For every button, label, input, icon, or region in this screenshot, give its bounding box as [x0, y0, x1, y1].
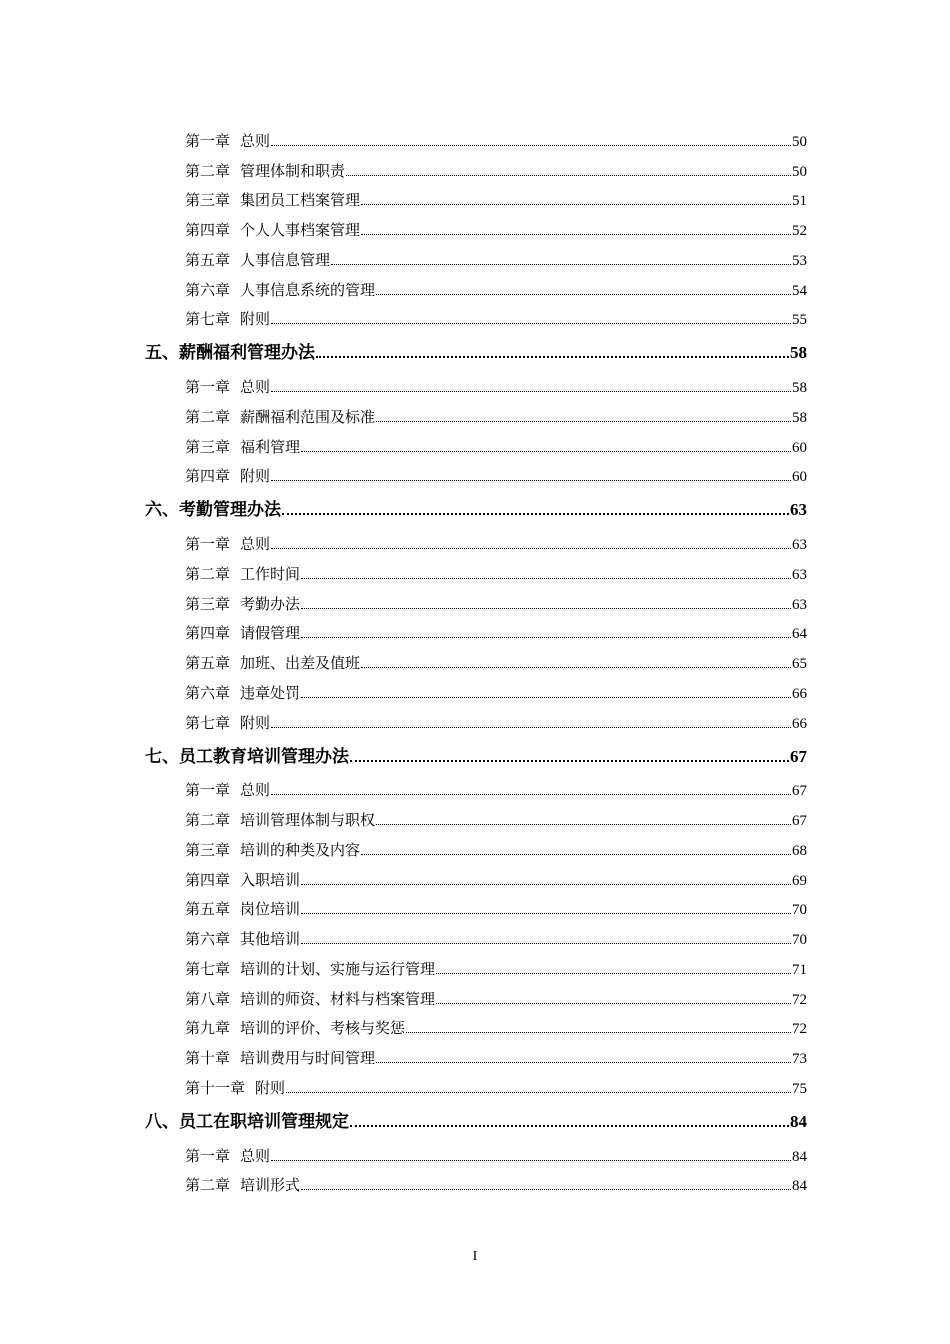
toc-chapter-title: 附则	[240, 467, 271, 486]
toc-chapter-title: 培训管理体制与职权	[240, 811, 376, 829]
toc-leader-dots	[376, 293, 791, 295]
toc-section-entry[interactable]	[145, 329, 807, 367]
toc-chapter-number: 第三章	[185, 840, 231, 859]
toc-entry-title: 五、薪酬福利管理办法	[145, 343, 315, 364]
toc-chapter-title: 岗位培训	[240, 900, 301, 919]
toc-chapter-number: 第五章	[185, 250, 231, 269]
toc-page-number: 68	[792, 842, 807, 859]
toc-entry-title	[185, 988, 435, 1009]
toc-chapter-entry[interactable]	[145, 240, 807, 270]
toc-chapter-entry[interactable]	[145, 643, 807, 673]
toc-leader-dots	[436, 1002, 791, 1004]
toc-leader-dots	[301, 942, 791, 944]
toc-chapter-entry[interactable]	[145, 151, 807, 181]
toc-chapter-entry[interactable]	[145, 614, 807, 644]
toc-chapter-entry[interactable]	[145, 1068, 807, 1098]
toc-chapter-title: 培训的师资、材料与档案管理	[240, 989, 436, 1008]
toc-page-number: 63	[792, 596, 807, 613]
toc-chapter-title: 培训的计划、实施与运行管理	[240, 959, 436, 978]
toc-chapter-title: 入职培训	[240, 870, 301, 889]
toc-leader-dots	[361, 666, 791, 668]
toc-leader-dots	[361, 853, 791, 855]
toc-page-number: 65	[792, 656, 807, 672]
toc-chapter-entry[interactable]	[145, 367, 807, 397]
toc-entry-title	[185, 563, 300, 584]
toc-chapter-number: 第三章	[185, 191, 231, 210]
toc-section-entry[interactable]	[145, 1098, 807, 1136]
toc-chapter-title: 人事信息系统的管理	[240, 280, 376, 299]
toc-chapter-number: 第六章	[185, 280, 231, 299]
toc-chapter-number: 第三章	[185, 594, 231, 613]
toc-leader-dots	[301, 577, 791, 579]
toc-page-number: 54	[792, 282, 807, 299]
toc-page-number: 67	[792, 783, 807, 800]
toc-leader-dots	[271, 793, 791, 795]
toc-entry-title	[185, 436, 300, 457]
toc-chapter-title: 福利管理	[240, 437, 301, 456]
toc-page-number: 84	[792, 1148, 807, 1165]
toc-page-number: 55	[792, 312, 807, 329]
toc-page-number: 66	[792, 715, 807, 732]
toc-chapter-title: 违章处罚	[240, 683, 301, 702]
toc-entry-title	[185, 160, 345, 181]
toc-entry-title	[185, 898, 300, 919]
toc-page-number: 53	[792, 252, 807, 269]
toc-page-number: 58	[792, 380, 807, 396]
toc-leader-dots	[346, 174, 791, 176]
toc-chapter-entry[interactable]	[145, 949, 807, 979]
toc-chapter-entry[interactable]	[145, 919, 807, 949]
toc-chapter-title: 总则	[240, 535, 271, 553]
toc-chapter-number: 第一章	[185, 131, 231, 150]
toc-chapter-entry[interactable]	[145, 584, 807, 614]
toc-entry-title	[185, 839, 360, 860]
toc-page-number: 52	[792, 223, 807, 239]
toc-page-number: 72	[792, 991, 807, 1008]
toc-page-number: 63	[792, 566, 807, 583]
toc-chapter-entry[interactable]	[145, 270, 807, 300]
toc-page-number: 64	[792, 626, 807, 643]
toc-entry-title	[185, 1077, 285, 1098]
toc-chapter-entry[interactable]	[145, 1166, 807, 1196]
toc-chapter-entry[interactable]	[145, 524, 807, 554]
toc-chapter-title: 工作时间	[240, 564, 301, 583]
toc-chapter-number: 第五章	[185, 654, 231, 672]
toc-chapter-title: 薪酬福利范围及标准	[240, 407, 376, 426]
toc-leader-dots	[301, 912, 791, 914]
toc-chapter-title: 考勤办法	[240, 594, 301, 613]
toc-entry-title	[185, 189, 360, 210]
toc-leader-dots	[286, 1091, 791, 1093]
toc-leader-dots	[376, 823, 791, 825]
toc-chapter-entry[interactable]	[145, 457, 807, 487]
toc-entry-title	[185, 958, 435, 979]
toc-entry-title	[185, 1174, 300, 1195]
toc-entry-title	[185, 1047, 375, 1068]
toc-chapter-number: 第二章	[185, 161, 231, 180]
toc-chapter-entry[interactable]	[145, 1136, 807, 1166]
toc-page-number: 51	[792, 193, 807, 210]
toc-page-number: 84	[790, 1111, 807, 1131]
toc-leader-dots	[350, 759, 789, 762]
toc-entry-title	[185, 869, 300, 890]
toc-chapter-entry[interactable]	[145, 300, 807, 330]
toc-leader-dots	[406, 1031, 791, 1033]
toc-chapter-number: 第四章	[185, 870, 231, 889]
toc-chapter-number: 第七章	[185, 959, 231, 978]
toc-chapter-title: 总则	[240, 378, 271, 396]
toc-entry-title	[185, 533, 270, 554]
toc-chapter-number: 第十一章	[185, 1078, 246, 1097]
toc-chapter-entry[interactable]	[145, 181, 807, 211]
toc-chapter-title: 总则	[240, 1146, 271, 1165]
toc-chapter-entry[interactable]	[145, 554, 807, 584]
toc-entry-title	[185, 308, 270, 329]
toc-page-number: 58	[792, 409, 807, 426]
toc-leader-dots	[301, 607, 791, 609]
toc-chapter-entry[interactable]	[145, 860, 807, 890]
toc-entry-title	[185, 465, 270, 486]
toc-chapter-entry[interactable]	[145, 1009, 807, 1039]
toc-entry-title	[185, 130, 270, 151]
toc-leader-dots	[301, 883, 791, 885]
toc-entry-title	[185, 928, 300, 949]
toc-leader-dots	[361, 203, 791, 205]
toc-chapter-number: 第九章	[185, 1019, 231, 1038]
toc-entry-title	[185, 809, 375, 830]
toc-chapter-title: 加班、出差及值班	[240, 654, 361, 672]
toc-leader-dots	[376, 420, 791, 422]
toc-leader-dots	[301, 450, 791, 452]
toc-chapter-title: 附则	[240, 713, 271, 732]
toc-page-number: 60	[792, 439, 807, 456]
toc-page-number: 50	[792, 133, 807, 150]
toc-page-number: 60	[792, 469, 807, 486]
toc-chapter-entry[interactable]	[145, 427, 807, 457]
toc-chapter-number: 第七章	[185, 713, 231, 732]
toc-entry-title	[185, 682, 300, 703]
toc-entry-title	[185, 406, 375, 427]
toc-page-number: 71	[792, 961, 807, 978]
toc-entry-title	[185, 712, 270, 733]
table-of-contents	[145, 121, 807, 1195]
toc-chapter-title: 请假管理	[240, 624, 301, 643]
toc-entry-title	[185, 652, 360, 673]
toc-page-number: 72	[792, 1021, 807, 1038]
toc-chapter-title: 管理体制和职责	[240, 161, 346, 180]
toc-page-number: 70	[792, 932, 807, 948]
toc-entry-title	[185, 1145, 270, 1166]
toc-leader-dots	[361, 233, 791, 235]
toc-chapter-number: 第六章	[185, 683, 231, 702]
toc-leader-dots	[271, 726, 791, 728]
toc-chapter-title: 附则	[255, 1078, 286, 1097]
toc-leader-dots	[301, 636, 791, 638]
toc-leader-dots	[436, 972, 791, 974]
toc-chapter-number: 第三章	[185, 437, 231, 456]
toc-leader-dots	[271, 1159, 791, 1161]
toc-chapter-number: 第二章	[185, 811, 231, 829]
toc-chapter-entry[interactable]	[145, 703, 807, 733]
toc-leader-dots	[271, 390, 791, 392]
toc-chapter-entry[interactable]	[145, 890, 807, 920]
toc-entry-title	[185, 279, 375, 300]
toc-chapter-title: 附则	[240, 310, 271, 329]
toc-chapter-number: 第一章	[185, 1146, 231, 1165]
toc-entry-title	[185, 593, 300, 614]
toc-entry-title: 六、考勤管理办法	[145, 500, 281, 521]
toc-page-number: 67	[792, 813, 807, 829]
toc-chapter-entry[interactable]	[145, 1038, 807, 1068]
toc-leader-dots	[316, 355, 789, 358]
toc-chapter-number: 第四章	[185, 624, 231, 643]
toc-chapter-title: 其他培训	[240, 930, 301, 948]
toc-chapter-number: 第六章	[185, 930, 231, 948]
toc-leader-dots	[271, 547, 791, 549]
toc-chapter-title: 总则	[240, 781, 271, 800]
toc-chapter-number: 第二章	[185, 564, 231, 583]
toc-chapter-entry[interactable]	[145, 800, 807, 830]
toc-chapter-title: 总则	[240, 131, 271, 150]
toc-entry-title	[185, 1017, 405, 1038]
toc-leader-dots	[301, 696, 791, 698]
toc-page-number: 63	[792, 537, 807, 553]
toc-entry-title	[185, 219, 360, 240]
toc-chapter-number: 第五章	[185, 900, 231, 919]
toc-page-number: 67	[790, 746, 807, 766]
toc-page-number: 58	[790, 343, 807, 363]
toc-page-number: 70	[792, 902, 807, 919]
toc-chapter-title: 人事信息管理	[240, 250, 331, 269]
toc-leader-dots	[350, 1124, 789, 1127]
page-footer-number: I	[472, 1249, 478, 1264]
toc-leader-dots	[282, 512, 789, 515]
toc-chapter-number: 第四章	[185, 467, 231, 486]
toc-chapter-number: 第二章	[185, 1176, 231, 1195]
toc-chapter-number: 第十章	[185, 1049, 231, 1067]
toc-chapter-title: 培训形式	[240, 1176, 301, 1195]
toc-page-number: 73	[792, 1051, 807, 1067]
toc-chapter-entry[interactable]	[145, 979, 807, 1009]
toc-entry-title: 七、员工教育培训管理办法	[145, 746, 349, 767]
toc-section-entry[interactable]	[145, 486, 807, 524]
toc-chapter-title: 个人人事档案管理	[240, 221, 361, 239]
toc-chapter-number: 第一章	[185, 535, 231, 553]
toc-chapter-entry[interactable]	[145, 830, 807, 860]
toc-chapter-number: 第二章	[185, 407, 231, 426]
toc-page-number: 69	[792, 872, 807, 889]
toc-entry-title	[185, 622, 300, 643]
toc-page-number: 50	[792, 163, 807, 180]
toc-leader-dots	[271, 479, 791, 481]
toc-section-entry[interactable]	[145, 733, 807, 771]
toc-leader-dots	[301, 1188, 791, 1190]
toc-leader-dots	[271, 144, 791, 146]
toc-chapter-number: 第一章	[185, 378, 231, 396]
toc-chapter-title: 培训的种类及内容	[240, 840, 361, 859]
toc-chapter-entry[interactable]	[145, 210, 807, 240]
toc-chapter-entry[interactable]	[145, 397, 807, 427]
toc-chapter-entry[interactable]	[145, 771, 807, 801]
toc-chapter-title: 培训费用与时间管理	[240, 1049, 376, 1067]
toc-entry-title	[185, 779, 270, 800]
toc-entry-title	[185, 376, 270, 397]
toc-chapter-number: 第一章	[185, 781, 231, 800]
toc-page-number: 66	[792, 685, 807, 702]
toc-page-number: 63	[790, 500, 807, 520]
toc-chapter-number: 第八章	[185, 989, 231, 1008]
toc-entry-title	[185, 249, 330, 270]
toc-leader-dots	[271, 322, 791, 324]
toc-chapter-title: 集团员工档案管理	[240, 191, 361, 210]
toc-entry-title: 八、员工在职培训管理规定	[145, 1111, 349, 1132]
toc-leader-dots	[376, 1061, 791, 1063]
toc-page-number: 75	[792, 1080, 807, 1097]
toc-chapter-entry[interactable]	[145, 673, 807, 703]
toc-chapter-number: 第四章	[185, 221, 231, 239]
toc-leader-dots	[331, 263, 791, 265]
toc-chapter-entry[interactable]	[145, 121, 807, 151]
toc-chapter-title: 培训的评价、考核与奖惩	[240, 1019, 406, 1038]
toc-page-number: 84	[792, 1178, 807, 1195]
toc-chapter-number: 第七章	[185, 310, 231, 329]
